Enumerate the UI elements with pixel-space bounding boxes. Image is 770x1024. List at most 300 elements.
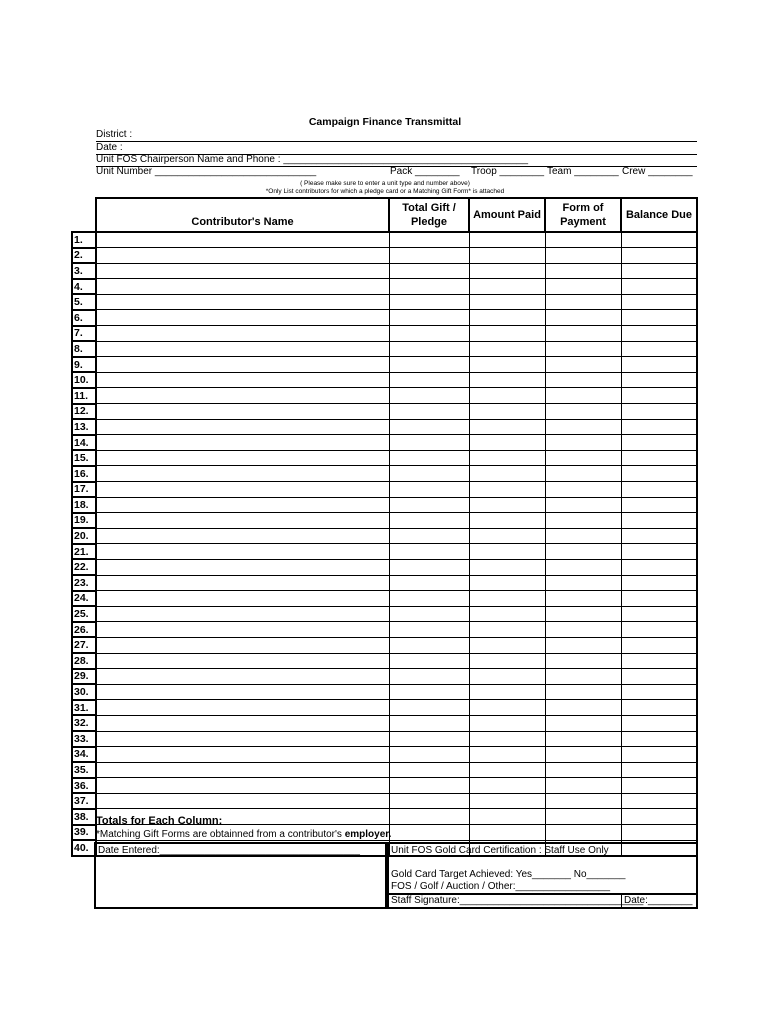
chairperson-label: Unit FOS Chairperson Name and Phone : ____________________________________________ [96, 154, 529, 165]
table-row [72, 700, 697, 716]
row-number: 7. [72, 326, 96, 342]
table-row [72, 559, 697, 575]
cell-form[interactable] [545, 637, 621, 653]
matching-gift-employer: employer. [344, 829, 392, 840]
cell-name[interactable] [96, 559, 389, 575]
cell-balance[interactable] [621, 372, 697, 388]
cell-balance[interactable] [621, 232, 697, 248]
cell-form[interactable] [545, 809, 621, 825]
row-number: 9. [72, 357, 96, 373]
cell-balance[interactable] [621, 497, 697, 513]
cell-form[interactable] [545, 762, 621, 778]
unit-type-note: ( Please make sure to enter a unit type and number above) [300, 180, 470, 187]
row-number: 23. [72, 575, 96, 591]
cell-form[interactable] [545, 544, 621, 560]
cell-form[interactable] [545, 591, 621, 607]
contributors-table [71, 197, 698, 857]
cell-name[interactable] [96, 731, 389, 747]
cell-total[interactable] [389, 357, 469, 373]
table-row [72, 544, 697, 560]
cell-name[interactable] [96, 528, 389, 544]
cell-form[interactable] [545, 310, 621, 326]
cell-total[interactable] [389, 825, 469, 841]
cell-total[interactable] [389, 700, 469, 716]
header-form-of-payment: Form of Payment [545, 198, 621, 232]
cell-balance[interactable] [621, 248, 697, 264]
cell-balance[interactable] [621, 466, 697, 482]
cell-form[interactable] [545, 606, 621, 622]
row-number: 39. [72, 825, 96, 841]
cell-name[interactable] [96, 669, 389, 685]
cell-balance[interactable] [621, 435, 697, 451]
cell-form[interactable] [545, 263, 621, 279]
table-row [72, 669, 697, 685]
cell-form[interactable] [545, 622, 621, 638]
cell-total[interactable] [389, 793, 469, 809]
cell-form[interactable] [545, 528, 621, 544]
cell-total[interactable] [389, 232, 469, 248]
troop-label: Troop ________ [471, 166, 545, 177]
cell-balance[interactable] [621, 747, 697, 763]
cell-form[interactable] [545, 279, 621, 295]
row-number: 13. [72, 419, 96, 435]
cell-amount[interactable] [469, 622, 545, 638]
cell-name[interactable] [96, 497, 389, 513]
date-entered-label: Date Entered:____________________________________ [98, 845, 360, 856]
cell-balance[interactable] [621, 700, 697, 716]
cell-balance[interactable] [621, 778, 697, 794]
cell-balance[interactable] [621, 341, 697, 357]
cell-total[interactable] [389, 435, 469, 451]
table-row [72, 591, 697, 607]
cell-amount[interactable] [469, 450, 545, 466]
staff-signature-label: Staff Signature:_________________________________ [391, 895, 644, 906]
cell-balance[interactable] [621, 653, 697, 669]
cell-total[interactable] [389, 310, 469, 326]
row-number: 32. [72, 715, 96, 731]
table-row [72, 232, 697, 248]
row-number: 3. [72, 263, 96, 279]
table-row [72, 404, 697, 420]
cell-form[interactable] [545, 731, 621, 747]
cell-form[interactable] [545, 825, 621, 841]
header-contributor-name: Contributor's Name [96, 198, 389, 232]
cell-form[interactable] [545, 466, 621, 482]
cell-total[interactable] [389, 715, 469, 731]
header-amount-paid: Amount Paid [469, 198, 545, 232]
cell-name[interactable] [96, 778, 389, 794]
cell-total[interactable] [389, 482, 469, 498]
row-number: 11. [72, 388, 96, 404]
cell-amount[interactable] [469, 341, 545, 357]
table-row [72, 622, 697, 638]
cell-balance[interactable] [621, 528, 697, 544]
cell-amount[interactable] [469, 700, 545, 716]
cell-amount[interactable] [469, 606, 545, 622]
cell-amount[interactable] [469, 559, 545, 575]
cell-form[interactable] [545, 419, 621, 435]
cell-name[interactable] [96, 450, 389, 466]
cell-balance[interactable] [621, 388, 697, 404]
row-number: 35. [72, 762, 96, 778]
cell-total[interactable] [389, 622, 469, 638]
cell-balance[interactable] [621, 762, 697, 778]
row-number: 29. [72, 669, 96, 685]
pack-label: Pack ________ [390, 166, 460, 177]
cell-balance[interactable] [621, 715, 697, 731]
staff-use-box [387, 842, 698, 909]
cell-balance[interactable] [621, 606, 697, 622]
cell-form[interactable] [545, 232, 621, 248]
row-number: 12. [72, 404, 96, 420]
cell-name[interactable] [96, 700, 389, 716]
table-row [72, 326, 697, 342]
cell-amount[interactable] [469, 544, 545, 560]
cell-amount[interactable] [469, 762, 545, 778]
cell-name[interactable] [96, 388, 389, 404]
cell-form[interactable] [545, 700, 621, 716]
row-number: 34. [72, 747, 96, 763]
cell-name[interactable] [96, 715, 389, 731]
row-number: 31. [72, 700, 96, 716]
date-entered-box [94, 842, 387, 909]
cell-total[interactable] [389, 528, 469, 544]
cell-name[interactable] [96, 466, 389, 482]
cell-total[interactable] [389, 388, 469, 404]
table-row [72, 715, 697, 731]
cell-name[interactable] [96, 606, 389, 622]
cell-name[interactable] [96, 622, 389, 638]
cell-form[interactable] [545, 497, 621, 513]
row-number: 25. [72, 606, 96, 622]
row-number: 15. [72, 450, 96, 466]
row-number: 16. [72, 466, 96, 482]
cell-form[interactable] [545, 653, 621, 669]
cell-name[interactable] [96, 326, 389, 342]
cell-total[interactable] [389, 279, 469, 295]
cell-amount[interactable] [469, 778, 545, 794]
cell-total[interactable] [389, 669, 469, 685]
cell-name[interactable] [96, 404, 389, 420]
cell-amount[interactable] [469, 793, 545, 809]
cell-total[interactable] [389, 762, 469, 778]
cell-form[interactable] [545, 388, 621, 404]
table-row [72, 435, 697, 451]
cell-balance[interactable] [621, 450, 697, 466]
cell-total[interactable] [389, 450, 469, 466]
cell-amount[interactable] [469, 669, 545, 685]
table-row [72, 248, 697, 264]
cell-form[interactable] [545, 450, 621, 466]
cell-balance[interactable] [621, 326, 697, 342]
cell-form[interactable] [545, 669, 621, 685]
table-row [72, 528, 697, 544]
row-number: 19. [72, 513, 96, 529]
cell-total[interactable] [389, 404, 469, 420]
cell-name[interactable] [96, 232, 389, 248]
row-number: 28. [72, 653, 96, 669]
cell-amount[interactable] [469, 731, 545, 747]
header-balance-due: Balance Due [621, 198, 697, 232]
cell-total[interactable] [389, 591, 469, 607]
cell-total[interactable] [389, 684, 469, 700]
cell-balance[interactable] [621, 731, 697, 747]
cell-amount[interactable] [469, 715, 545, 731]
cell-balance[interactable] [621, 279, 697, 295]
cell-balance[interactable] [621, 404, 697, 420]
row-number: 38. [72, 809, 96, 825]
cell-form[interactable] [545, 778, 621, 794]
cell-balance[interactable] [621, 544, 697, 560]
cell-name[interactable] [96, 248, 389, 264]
cell-name[interactable] [96, 435, 389, 451]
table-header-row [72, 198, 697, 232]
contributors-note: *Only List contributors for which a pledge card or a Matching Gift Form* is attached [265, 188, 505, 195]
cell-name[interactable] [96, 762, 389, 778]
cell-amount[interactable] [469, 263, 545, 279]
cell-balance[interactable] [621, 263, 697, 279]
table-row [72, 482, 697, 498]
table-row [72, 513, 697, 529]
row-number: 5. [72, 294, 96, 310]
cell-form[interactable] [545, 248, 621, 264]
form-title: Campaign Finance Transmittal [308, 116, 462, 128]
row-number: 37. [72, 793, 96, 809]
cell-name[interactable] [96, 513, 389, 529]
cell-total[interactable] [389, 466, 469, 482]
cell-total[interactable] [389, 544, 469, 560]
table-row [72, 653, 697, 669]
cell-amount[interactable] [469, 310, 545, 326]
cell-name[interactable] [96, 372, 389, 388]
cell-name[interactable] [96, 294, 389, 310]
cell-name[interactable] [96, 544, 389, 560]
table-row [72, 762, 697, 778]
cell-form[interactable] [545, 513, 621, 529]
cell-amount[interactable] [469, 684, 545, 700]
cell-amount[interactable] [469, 279, 545, 295]
cell-total[interactable] [389, 513, 469, 529]
district-label: District : [96, 129, 133, 140]
row-number: 14. [72, 435, 96, 451]
cell-total[interactable] [389, 653, 469, 669]
cell-balance[interactable] [621, 669, 697, 685]
table-row [72, 372, 697, 388]
district-line [96, 141, 697, 142]
cell-balance[interactable] [621, 825, 697, 841]
cell-total[interactable] [389, 559, 469, 575]
crew-label: Crew ________ [622, 166, 693, 177]
table-row [72, 450, 697, 466]
row-number: 1. [72, 232, 96, 248]
cell-balance[interactable] [621, 591, 697, 607]
cell-total[interactable] [389, 341, 469, 357]
cell-form[interactable] [545, 435, 621, 451]
table-row [72, 793, 697, 809]
row-number: 2. [72, 248, 96, 264]
cell-total[interactable] [389, 809, 469, 825]
cell-name[interactable] [96, 419, 389, 435]
cell-balance[interactable] [621, 419, 697, 435]
table-row [72, 778, 697, 794]
cell-balance[interactable] [621, 559, 697, 575]
table-row [72, 279, 697, 295]
table-row [72, 637, 697, 653]
cell-amount[interactable] [469, 653, 545, 669]
cell-amount[interactable] [469, 372, 545, 388]
cell-amount[interactable] [469, 809, 545, 825]
cell-amount[interactable] [469, 435, 545, 451]
cell-form[interactable] [545, 684, 621, 700]
table-row [72, 606, 697, 622]
table-row [72, 466, 697, 482]
cell-name[interactable] [96, 591, 389, 607]
cell-name[interactable] [96, 482, 389, 498]
cell-amount[interactable] [469, 825, 545, 841]
row-number: 6. [72, 310, 96, 326]
cell-name[interactable] [96, 310, 389, 326]
row-number: 21. [72, 544, 96, 560]
cell-amount[interactable] [469, 232, 545, 248]
cell-total[interactable] [389, 294, 469, 310]
cell-total[interactable] [389, 747, 469, 763]
table-row [72, 263, 697, 279]
cell-total[interactable] [389, 248, 469, 264]
cell-balance[interactable] [621, 575, 697, 591]
cell-form[interactable] [545, 326, 621, 342]
cell-name[interactable] [96, 684, 389, 700]
cell-total[interactable] [389, 606, 469, 622]
cell-balance[interactable] [621, 310, 697, 326]
cell-amount[interactable] [469, 466, 545, 482]
cell-balance[interactable] [621, 513, 697, 529]
table-row [72, 310, 697, 326]
cell-form[interactable] [545, 341, 621, 357]
gold-card-label: Unit FOS Gold Card Certification : Staff Use Only [391, 845, 609, 856]
table-row [72, 747, 697, 763]
cell-amount[interactable] [469, 419, 545, 435]
unit-number-label: Unit Number _____________________________ [96, 166, 317, 177]
cell-form[interactable] [545, 482, 621, 498]
cell-name[interactable] [96, 357, 389, 373]
cell-amount[interactable] [469, 637, 545, 653]
cell-form[interactable] [545, 357, 621, 373]
row-number: 26. [72, 622, 96, 638]
cell-amount[interactable] [469, 482, 545, 498]
cell-total[interactable] [389, 497, 469, 513]
team-label: Team ________ [547, 166, 619, 177]
fos-golf-label: FOS / Golf / Auction / Other:_________________ [391, 881, 611, 892]
cell-total[interactable] [389, 637, 469, 653]
cell-form[interactable] [545, 294, 621, 310]
cell-amount[interactable] [469, 591, 545, 607]
cell-amount[interactable] [469, 248, 545, 264]
cell-balance[interactable] [621, 793, 697, 809]
table-row [72, 497, 697, 513]
header-total-gift: Total Gift / Pledge [389, 198, 469, 232]
cell-amount[interactable] [469, 326, 545, 342]
cell-name[interactable] [96, 279, 389, 295]
cell-amount[interactable] [469, 388, 545, 404]
cell-name[interactable] [96, 263, 389, 279]
cell-form[interactable] [545, 715, 621, 731]
cell-form[interactable] [545, 793, 621, 809]
table-row [72, 419, 697, 435]
cell-name[interactable] [96, 637, 389, 653]
cell-total[interactable] [389, 575, 469, 591]
cell-amount[interactable] [469, 513, 545, 529]
cell-total[interactable] [389, 372, 469, 388]
cell-name[interactable] [96, 653, 389, 669]
cell-total[interactable] [389, 731, 469, 747]
cell-name[interactable] [96, 747, 389, 763]
cell-form[interactable] [545, 747, 621, 763]
cell-name[interactable] [96, 793, 389, 809]
cell-form[interactable] [545, 575, 621, 591]
cell-total[interactable] [389, 419, 469, 435]
cell-amount[interactable] [469, 747, 545, 763]
cell-amount[interactable] [469, 528, 545, 544]
staff-vertical-divider [621, 893, 622, 907]
table-row [72, 388, 697, 404]
row-number: 24. [72, 591, 96, 607]
cell-form[interactable] [545, 559, 621, 575]
cell-amount[interactable] [469, 357, 545, 373]
row-number: 27. [72, 637, 96, 653]
cell-name[interactable] [96, 341, 389, 357]
cell-balance[interactable] [621, 809, 697, 825]
cell-form[interactable] [545, 372, 621, 388]
row-number: 20. [72, 528, 96, 544]
row-number: 17. [72, 482, 96, 498]
cell-amount[interactable] [469, 404, 545, 420]
cell-balance[interactable] [621, 622, 697, 638]
cell-total[interactable] [389, 778, 469, 794]
table-row [72, 684, 697, 700]
table-row [72, 357, 697, 373]
cell-total[interactable] [389, 326, 469, 342]
cell-balance[interactable] [621, 684, 697, 700]
cell-balance[interactable] [621, 357, 697, 373]
row-number: 30. [72, 684, 96, 700]
date-label: Date : [96, 142, 123, 153]
table-row [72, 294, 697, 310]
cell-balance[interactable] [621, 637, 697, 653]
cell-amount[interactable] [469, 294, 545, 310]
staff-date-label: Date:________ [624, 895, 693, 906]
matching-gift-text: *Matching Gift Forms are obtainned from a contributor's [96, 829, 345, 840]
matching-gift-note [96, 829, 391, 840]
cell-total[interactable] [389, 263, 469, 279]
row-number: 8. [72, 341, 96, 357]
cell-balance[interactable] [621, 482, 697, 498]
row-number: 10. [72, 372, 96, 388]
row-number: 40. [72, 840, 96, 856]
cell-form[interactable] [545, 404, 621, 420]
row-number: 18. [72, 497, 96, 513]
row-number: 22. [72, 559, 96, 575]
cell-balance[interactable] [621, 294, 697, 310]
table-row [72, 731, 697, 747]
cell-name[interactable] [96, 575, 389, 591]
totals-label: Totals for Each Column: [96, 815, 223, 827]
row-number: 4. [72, 279, 96, 295]
header-blank [72, 198, 96, 232]
cell-amount[interactable] [469, 575, 545, 591]
table-row [72, 341, 697, 357]
row-number: 36. [72, 778, 96, 794]
cell-amount[interactable] [469, 497, 545, 513]
